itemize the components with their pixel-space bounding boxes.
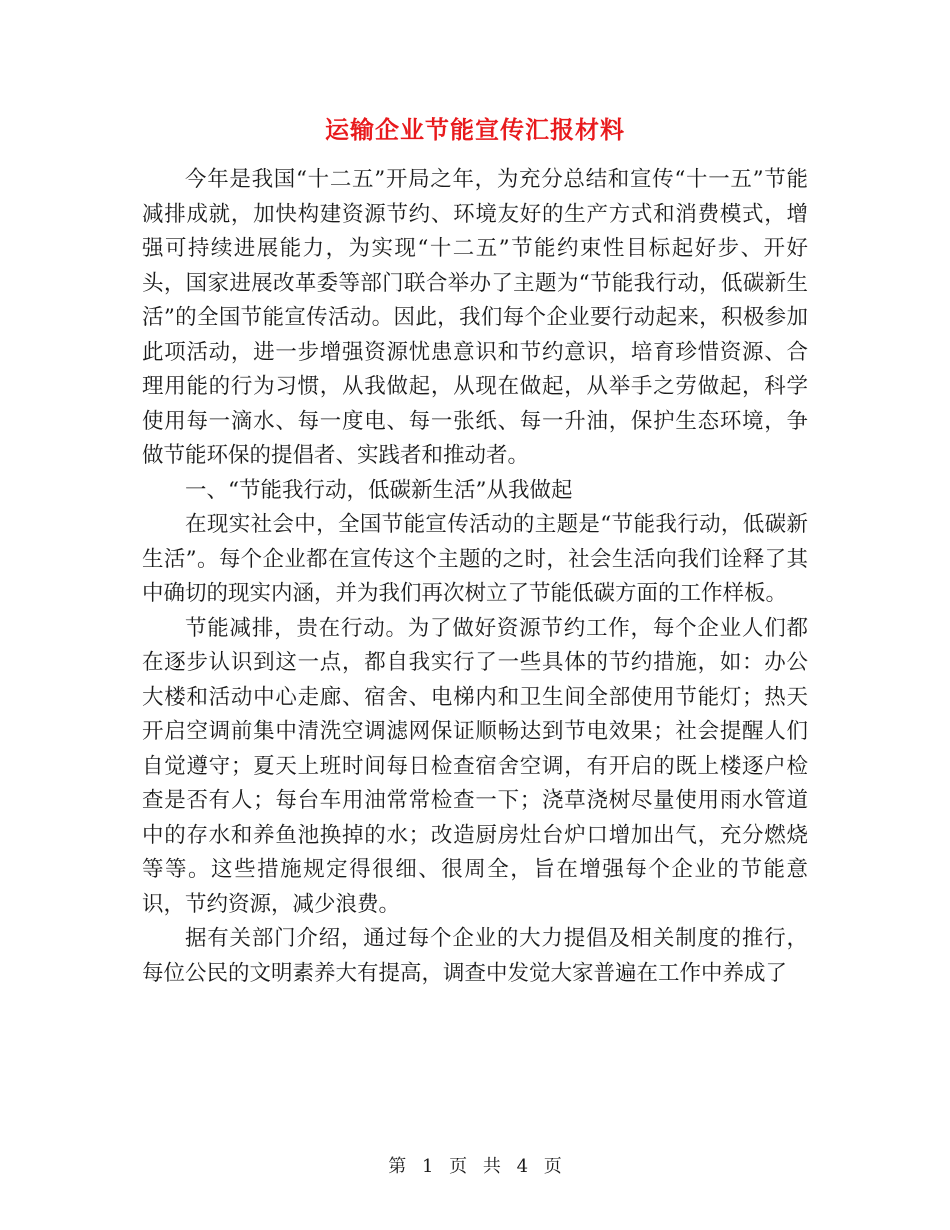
paragraph-results: 据有关部门介绍，通过每个企业的大力提倡及相关制度的推行，每位公民的文明素养大有提高，调查中发觉大家普遍在工作中养成了 [142, 926, 808, 986]
footer-current-page: 1 [421, 1156, 434, 1177]
footer-total-pages: 4 [516, 1156, 529, 1177]
paragraph-measures: 节能减排，贵在行动。为了做好资源节约工作，每个企业人们都在逐步认识到这一点，都自我实行了一些具体的节约措施，如：办公大楼和活动中心走廊、宿舍、电梯内和卫生间全部使用节能灯；热天开启空调前集中清洗空调滤网保证顺畅达到节电效果；社会提醒人们自觉遵守；夏天上班时间每日检查宿舍空调，有开启的既上楼逐户检查是否有人；每台车用油常常检查一下；浇草浇树尽量使用雨水管道中的存水和养鱼池换掉的水；改造厨房灶台炉口增加出气，充分燃烧等等。这些措施规定得很细、很周全，旨在增强每个企业的节能意识，节约资源，减少浪费。 [142, 615, 808, 917]
footer-total-prefix: 共 [482, 1156, 501, 1177]
footer-page-label: 页 [449, 1156, 468, 1177]
footer-page-prefix: 第 [388, 1156, 407, 1177]
section-heading-1: 一、“节能我行动，低碳新生活”从我做起 [185, 477, 573, 503]
paragraph-theme: 在现实社会中，全国节能宣传活动的主题是“节能我行动，低碳新生活”。每个企业都在宣传这个主题的之时，社会生活向我们诠释了其中确切的现实内涵，并为我们再次树立了节能低碳方面的工作样板。 [142, 512, 808, 606]
footer-total-label: 页 [543, 1156, 562, 1177]
paragraph-intro: 今年是我国“十二五”开局之年，为充分总结和宣传“十一五”节能减排成就，加快构建资源节约、环境友好的生产方式和消费模式，增强可持续进展能力，为实现“十二五”节能约束性目标起好步、开好头，国家进展改革委等部门联合举办了主题为“节能我行动，低碳新生活”的全国节能宣传活动。因此，我们每个企业要行动起来，积极参加此项活动，进一步增强资源忧患意识和节约意识，培育珍惜资源、合理用能的行为习惯，从我做起，从现在做起，从举手之劳做起，科学使用每一滴水、每一度电、每一张纸、每一升油，保护生态环境，争做节能环保的提倡者、实践者和推动者。 [142, 167, 808, 468]
document-title: 运输企业节能宣传汇报材料 [325, 115, 625, 144]
page-footer [0, 1155, 950, 1179]
document-body [142, 163, 808, 991]
